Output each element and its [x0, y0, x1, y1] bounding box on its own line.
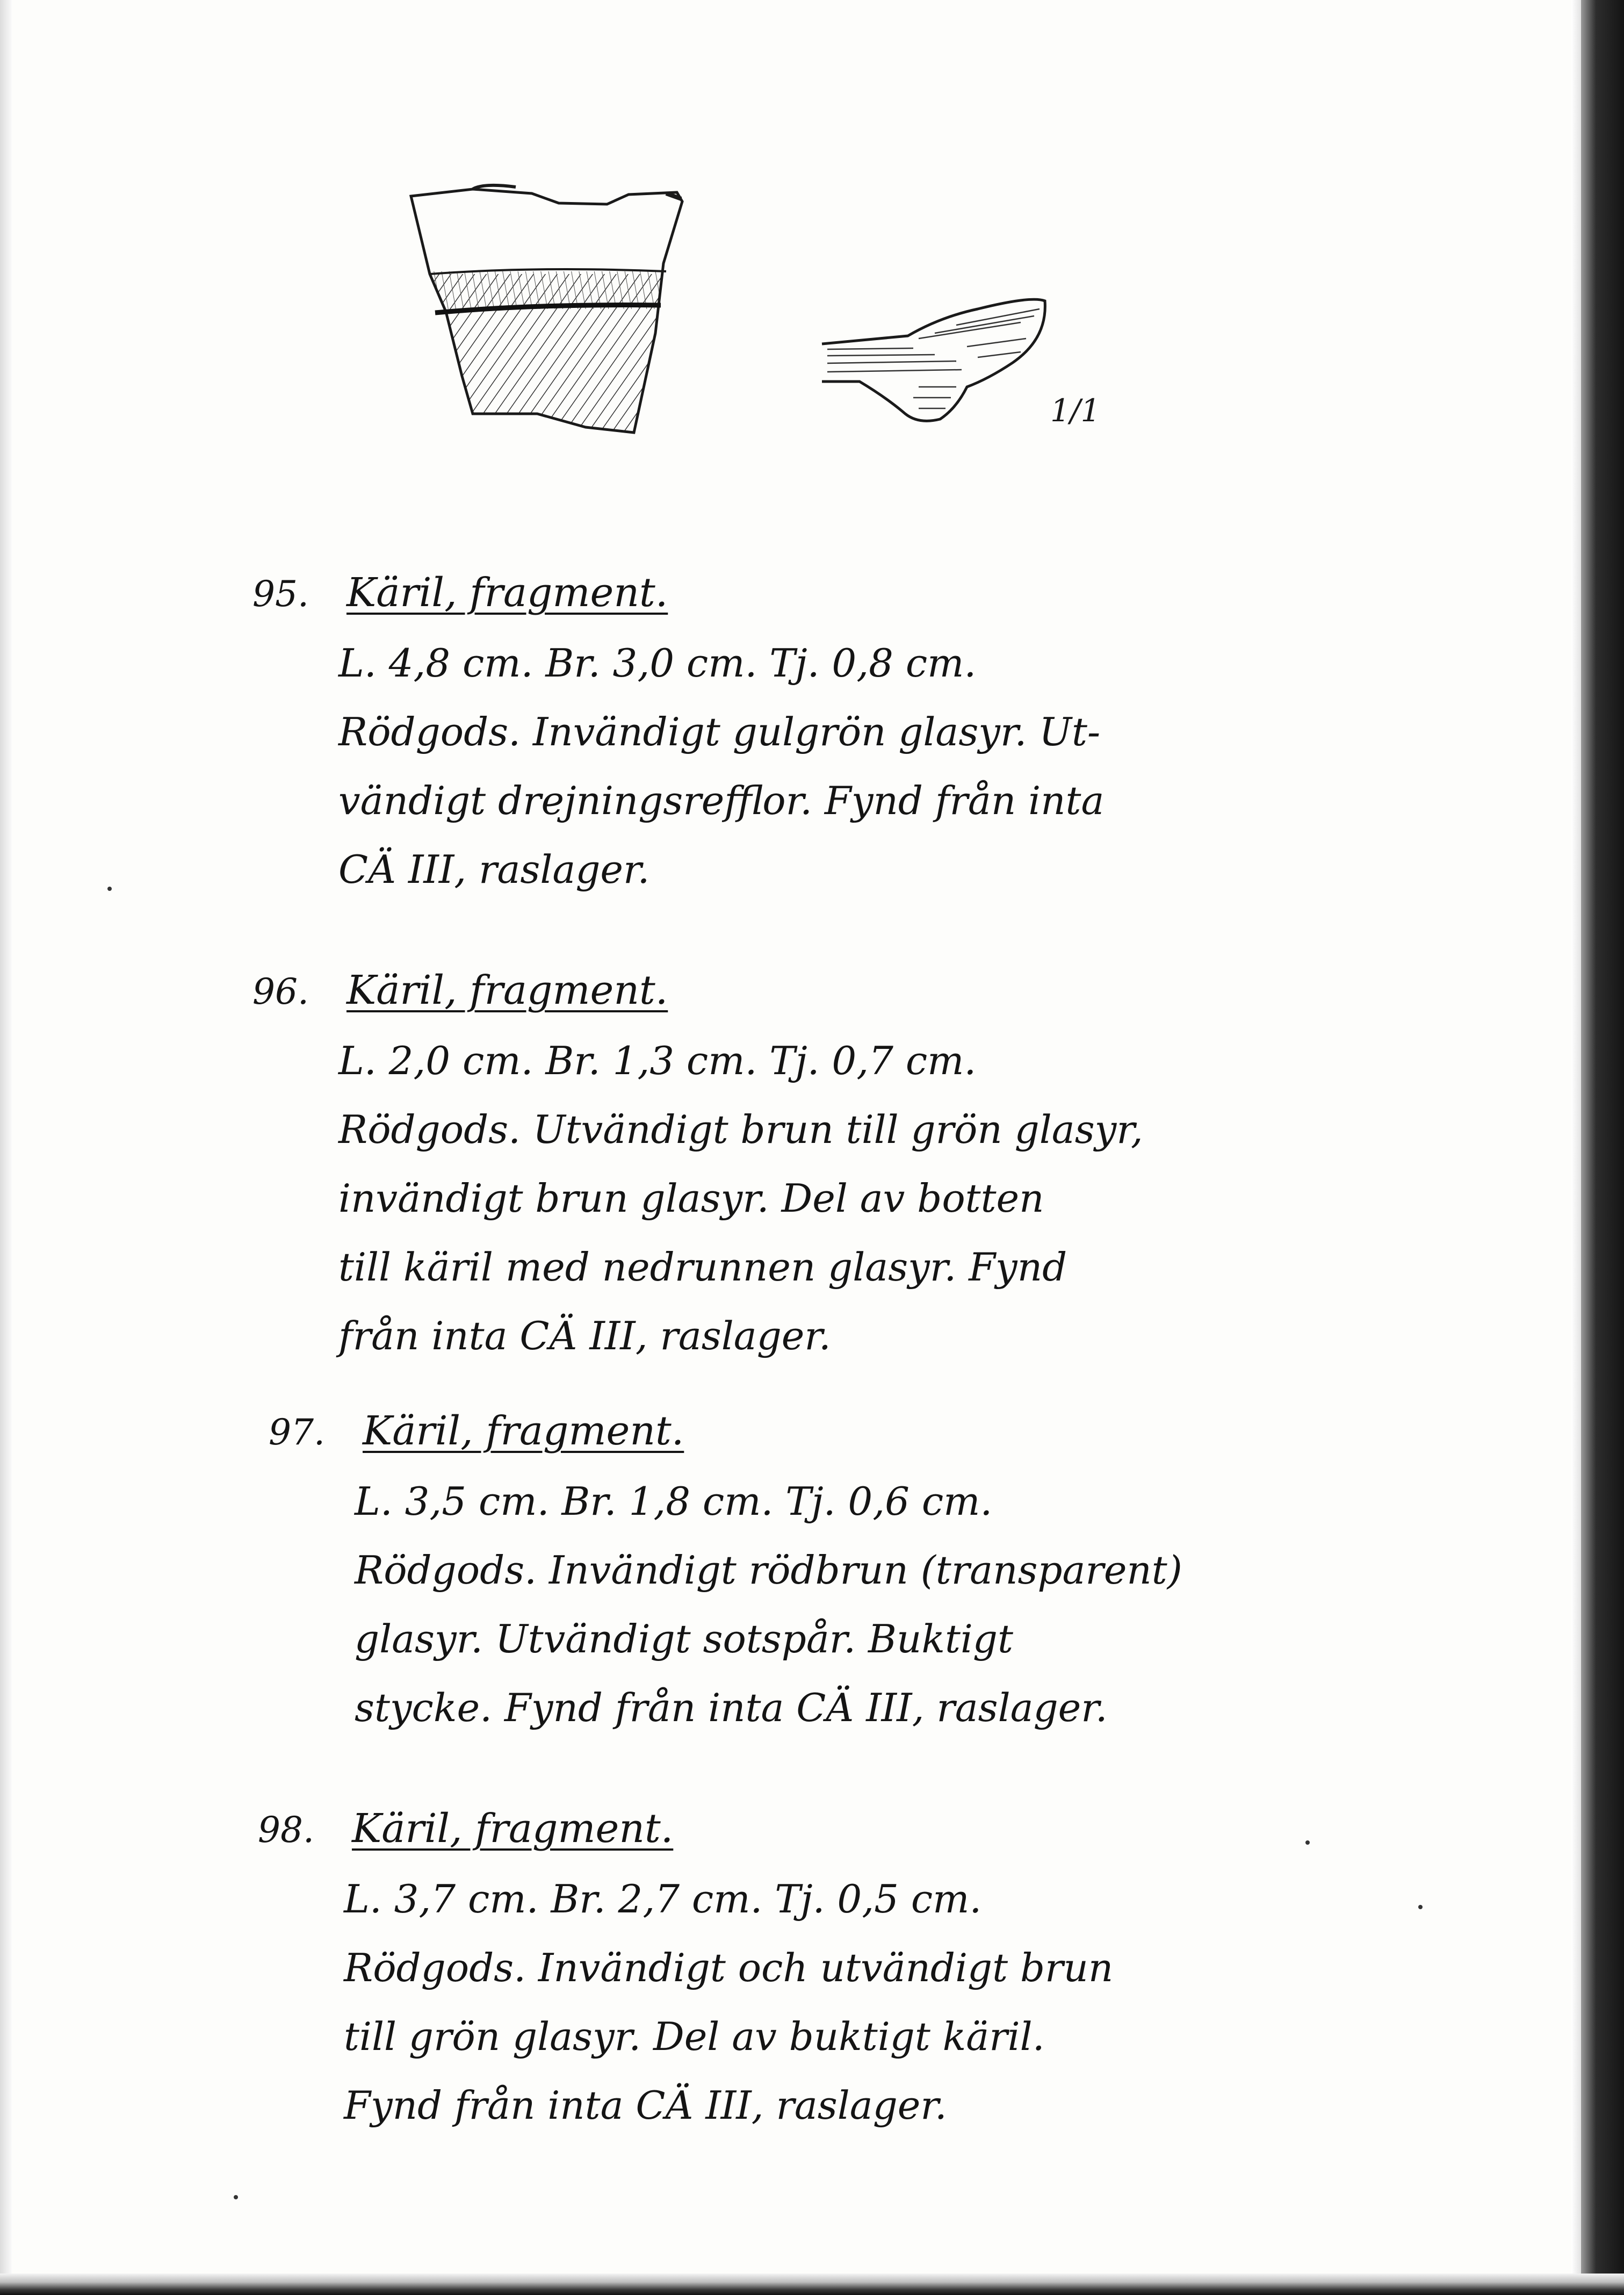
fragment-sketch-svg: [376, 161, 1128, 462]
entry-header: [252, 967, 1300, 1026]
scan-speck: [107, 887, 112, 891]
entry-title: Käril, fragment.: [351, 1805, 674, 1852]
scan-speck: [1418, 1905, 1423, 1909]
entry-measurements: L. 2,0 cm. Br. 1,3 cm. Tj. 0,7 cm.: [338, 1038, 977, 1083]
entry-body: [338, 1026, 1300, 1370]
entry-number: 97.: [269, 1412, 325, 1453]
entry-header: [252, 570, 1300, 629]
entry-description-line: Rödgods. Invändigt och utvändigt brun: [344, 1945, 1114, 1990]
entry-title: Käril, fragment.: [346, 967, 668, 1013]
entry-description-line: till grön glasyr. Del av buktigt käril.: [344, 2014, 1045, 2059]
catalogue-entry-97: [269, 1408, 1316, 1742]
entry-header: [258, 1805, 1305, 1865]
entry-description-line: CÄ III, raslager.: [338, 847, 650, 892]
entry-number: 96.: [252, 971, 309, 1012]
entry-measurements: L. 4,8 cm. Br. 3,0 cm. Tj. 0,8 cm.: [338, 641, 977, 686]
entry-measurements: L. 3,7 cm. Br. 2,7 cm. Tj. 0,5 cm.: [344, 1876, 982, 1922]
catalogue-entry-98: [258, 1805, 1305, 2140]
entry-description-line: invändigt brun glasyr. Del av botten: [338, 1176, 1044, 1221]
entry-description-line: stycke. Fynd från inta CÄ III, raslager.: [355, 1685, 1108, 1730]
sherd-front-view: [408, 185, 688, 457]
page-gutter: [1571, 0, 1581, 2295]
entry-header: [269, 1408, 1316, 1467]
entry-description-line: Fynd från inta CÄ III, raslager.: [344, 2083, 947, 2128]
entry-description-line: till käril med nedrunnen glasyr. Fynd: [338, 1244, 1067, 1290]
page-left-edge: [0, 0, 12, 2295]
catalogue-entry-95: [252, 570, 1300, 904]
sherd-profile-view: [822, 299, 1045, 421]
fragment-sketch: [376, 161, 1128, 462]
entry-title: Käril, fragment.: [346, 570, 668, 616]
entry-measurements: L. 3,5 cm. Br. 1,8 cm. Tj. 0,6 cm.: [355, 1479, 993, 1524]
entry-description-line: Rödgods. Invändigt rödbrun (transparent): [355, 1548, 1182, 1593]
catalogue-entry-96: [252, 967, 1300, 1370]
entry-body: [344, 1865, 1305, 2140]
book-binding-edge: [1581, 0, 1624, 2295]
entry-body: [355, 1467, 1316, 1742]
scale-label: 1/1: [1050, 392, 1101, 429]
scan-speck: [1305, 1840, 1310, 1845]
entry-title: Käril, fragment.: [362, 1408, 684, 1454]
entry-description-line: glasyr. Utvändigt sotspår. Buktigt: [355, 1616, 1013, 1661]
entry-description-line: Rödgods. Invändigt gulgrön glasyr. Ut-: [338, 709, 1101, 754]
entry-number: 95.: [252, 573, 309, 615]
scan-speck: [234, 2195, 238, 2199]
entry-description-line: vändigt drejningsrefflor. Fynd från inta: [338, 778, 1105, 823]
entry-description-line: Rödgods. Utvändigt brun till grön glasyr,: [338, 1107, 1143, 1152]
entry-description-line: från inta CÄ III, raslager.: [338, 1313, 831, 1358]
page-stack-edge: [0, 2274, 1624, 2295]
entry-body: [338, 629, 1300, 904]
entry-number: 98.: [258, 1809, 314, 1851]
